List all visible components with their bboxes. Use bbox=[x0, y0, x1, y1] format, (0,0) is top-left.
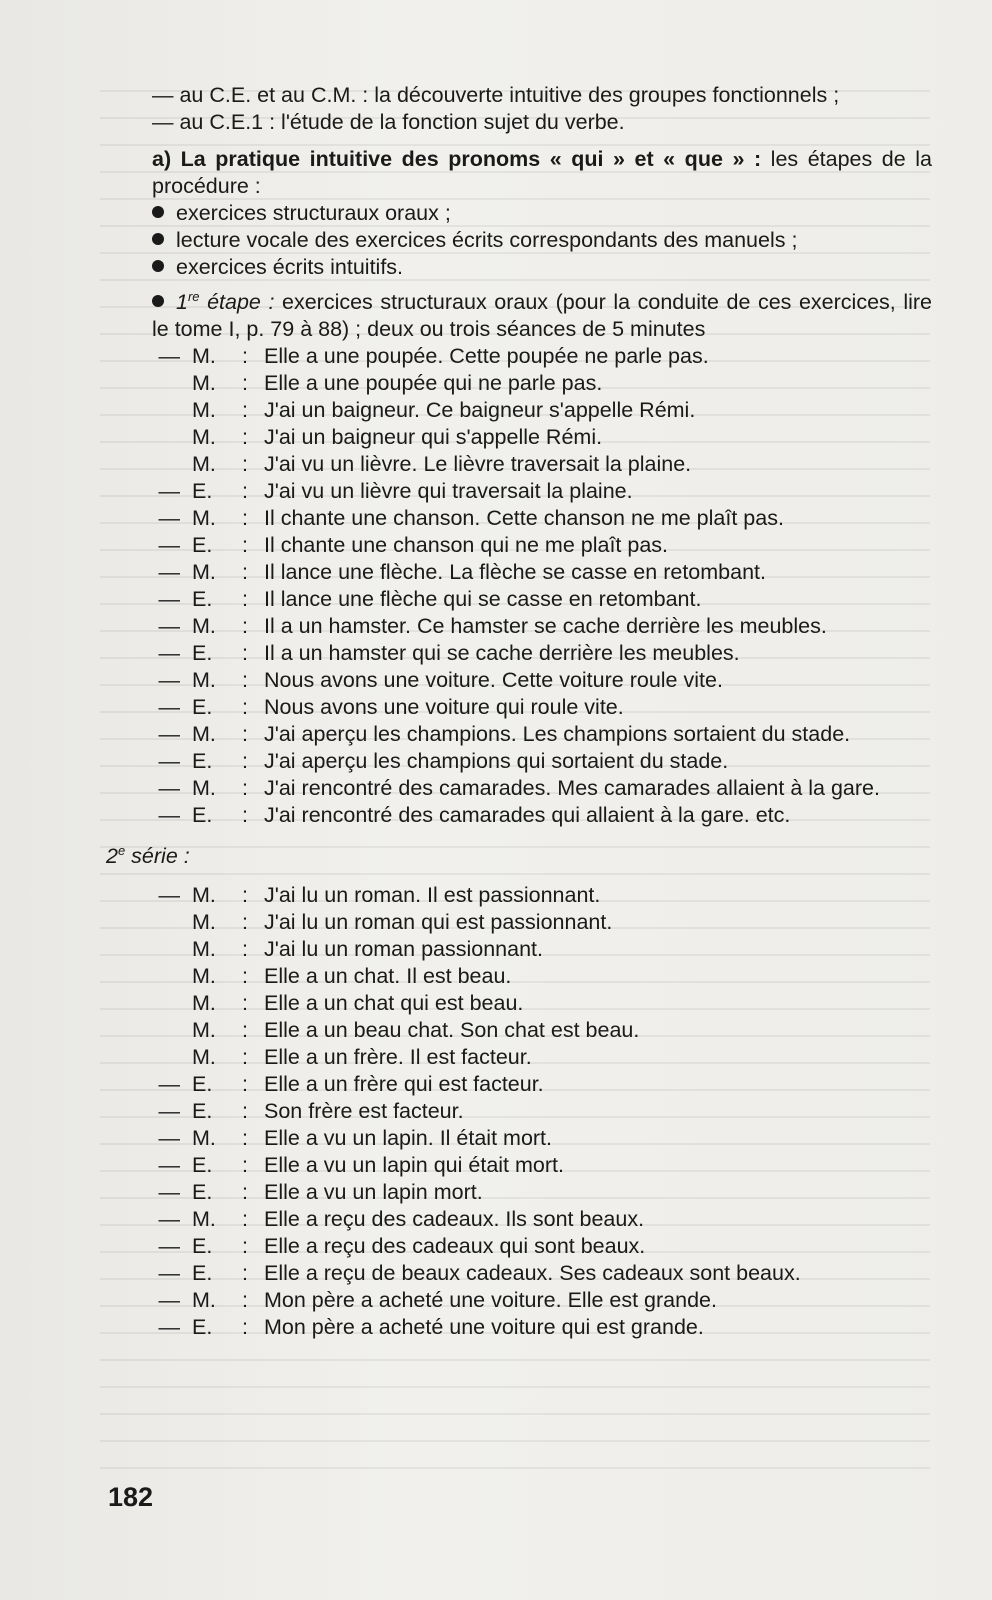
speaker-label: M. bbox=[192, 506, 216, 530]
dialogue-line bbox=[106, 1179, 932, 1206]
colon-separator: : bbox=[242, 1288, 248, 1312]
dash-marker: — bbox=[158, 560, 180, 584]
dash-marker: — bbox=[158, 614, 180, 638]
dialogue-line bbox=[106, 802, 932, 829]
dialogue-line bbox=[106, 721, 932, 748]
dialogue-text: J'ai aperçu les champions. Les champions sortaient du stade. bbox=[264, 722, 851, 746]
dialogue-line bbox=[106, 1098, 932, 1125]
dialogue-line bbox=[106, 909, 932, 936]
speaker-label: E. bbox=[192, 641, 213, 665]
page-number: 182 bbox=[108, 1482, 154, 1512]
dialogue-list-1 bbox=[106, 343, 932, 829]
bullet-icon bbox=[152, 206, 164, 218]
dialogue-line bbox=[106, 1017, 932, 1044]
dialogue-text: Elle a un frère. Il est facteur. bbox=[264, 1045, 532, 1069]
dialogue-text: Elle a vu un lapin mort. bbox=[264, 1180, 483, 1204]
dialogue-text: Il chante une chanson. Cette chanson ne me plaît pas. bbox=[264, 506, 784, 530]
colon-separator: : bbox=[242, 1234, 248, 1258]
dialogue-text: Mon père a acheté une voiture qui est grande. bbox=[264, 1315, 704, 1339]
dash-marker: — bbox=[158, 344, 180, 368]
colon-separator: : bbox=[242, 803, 248, 827]
speaker-label: M. bbox=[192, 964, 216, 988]
dialogue-text: J'ai lu un roman qui est passionnant. bbox=[264, 910, 613, 934]
dialogue-line bbox=[106, 882, 932, 909]
dash-marker: — bbox=[158, 587, 180, 611]
speaker-label: E. bbox=[192, 1234, 213, 1258]
colon-separator: : bbox=[242, 910, 248, 934]
speaker-label: M. bbox=[192, 398, 216, 422]
speaker-label: M. bbox=[192, 560, 216, 584]
colon-separator: : bbox=[242, 587, 248, 611]
dialogue-text: Elle a un chat. Il est beau. bbox=[264, 964, 512, 988]
dialogue-line bbox=[106, 1044, 932, 1071]
dialogue-text: Il lance une flèche qui se casse en retombant. bbox=[264, 587, 702, 611]
speaker-label: M. bbox=[192, 1045, 216, 1069]
dash-marker: — bbox=[158, 1207, 180, 1231]
dialogue-text: J'ai un baigneur. Ce baigneur s'appelle Rémi. bbox=[264, 398, 696, 422]
etape-1-paragraph bbox=[106, 289, 932, 343]
colon-separator: : bbox=[242, 560, 248, 584]
dialogue-line bbox=[106, 343, 932, 370]
speaker-label: E. bbox=[192, 1261, 213, 1285]
dash-marker: — bbox=[158, 1153, 180, 1177]
dialogue-line bbox=[106, 1071, 932, 1098]
page-content bbox=[106, 82, 932, 1341]
dialogue-line bbox=[106, 640, 932, 667]
speaker-label: E. bbox=[192, 533, 213, 557]
speaker-label: E. bbox=[192, 1180, 213, 1204]
colon-separator: : bbox=[242, 722, 248, 746]
speaker-label: M. bbox=[192, 991, 216, 1015]
dialogue-text: Nous avons une voiture qui roule vite. bbox=[264, 695, 624, 719]
speaker-label: M. bbox=[192, 722, 216, 746]
dash-marker: — bbox=[158, 1072, 180, 1096]
dialogue-text: Elle a reçu des cadeaux qui sont beaux. bbox=[264, 1234, 646, 1258]
dialogue-text: Elle a reçu des cadeaux. Ils sont beaux. bbox=[264, 1207, 645, 1231]
colon-separator: : bbox=[242, 479, 248, 503]
dialogue-line bbox=[106, 1152, 932, 1179]
speaker-label: E. bbox=[192, 1072, 213, 1096]
colon-separator: : bbox=[242, 344, 248, 368]
dialogue-line bbox=[106, 1314, 932, 1341]
dash-marker: — bbox=[158, 695, 180, 719]
dash-marker: — bbox=[158, 1234, 180, 1258]
colon-separator: : bbox=[242, 1153, 248, 1177]
dash-marker: — bbox=[158, 533, 180, 557]
colon-separator: : bbox=[242, 883, 248, 907]
dialogue-line bbox=[106, 370, 932, 397]
dash-marker: — bbox=[158, 803, 180, 827]
dialogue-line bbox=[106, 613, 932, 640]
dialogue-line bbox=[106, 478, 932, 505]
colon-separator: : bbox=[242, 1315, 248, 1339]
dialogue-line bbox=[106, 505, 932, 532]
dialogue-text: J'ai lu un roman. Il est passionnant. bbox=[264, 883, 601, 907]
dash-marker: — bbox=[158, 883, 180, 907]
dialogue-line bbox=[106, 424, 932, 451]
dialogue-line bbox=[106, 963, 932, 990]
dialogue-line bbox=[106, 1233, 932, 1260]
dialogue-text: Elle a un chat qui est beau. bbox=[264, 991, 524, 1015]
section-a-heading-rest: les étapes de la procédure : bbox=[152, 147, 932, 198]
dialogue-text: J'ai vu un lièvre qui traversait la plaine. bbox=[264, 479, 633, 503]
dialogue-text: Elle a vu un lapin qui était mort. bbox=[264, 1153, 564, 1177]
etape-1-text: exercices structuraux oraux (pour la conduite de ces exercices, lire le tome I, p. 79 à 88) ; deux ou trois séances de 5 minutes bbox=[152, 290, 932, 341]
dialogue-text: Elle a un frère qui est facteur. bbox=[264, 1072, 544, 1096]
speaker-label: E. bbox=[192, 1099, 213, 1123]
bullet-icon bbox=[152, 260, 164, 272]
colon-separator: : bbox=[242, 614, 248, 638]
colon-separator: : bbox=[242, 776, 248, 800]
colon-separator: : bbox=[242, 1126, 248, 1150]
speaker-label: M. bbox=[192, 1207, 216, 1231]
dialogue-text: Elle a un beau chat. Son chat est beau. bbox=[264, 1018, 640, 1042]
speaker-label: E. bbox=[192, 587, 213, 611]
intro-line-1: — au C.E. et au C.M. : la découverte intuitive des groupes fonctionnels ; bbox=[152, 83, 840, 107]
dash-marker: — bbox=[158, 668, 180, 692]
speaker-label: M. bbox=[192, 1126, 216, 1150]
dialogue-text: Elle a reçu de beaux cadeaux. Ses cadeaux sont beaux. bbox=[264, 1261, 801, 1285]
dialogue-line bbox=[106, 559, 932, 586]
section-a-title: a) La pratique intuitive des pronoms « qui » et « que » : bbox=[152, 147, 762, 171]
dash-marker: — bbox=[158, 1315, 180, 1339]
dash-marker: — bbox=[158, 776, 180, 800]
speaker-label: M. bbox=[192, 344, 216, 368]
speaker-label: M. bbox=[192, 776, 216, 800]
bullet-icon bbox=[152, 295, 164, 307]
dash-marker: — bbox=[158, 506, 180, 530]
colon-separator: : bbox=[242, 695, 248, 719]
speaker-label: M. bbox=[192, 910, 216, 934]
dash-marker: — bbox=[158, 479, 180, 503]
speaker-label: E. bbox=[192, 1315, 213, 1339]
speaker-label: E. bbox=[192, 1153, 213, 1177]
dialogue-text: J'ai aperçu les champions qui sortaient du stade. bbox=[264, 749, 729, 773]
list-item: lecture vocale des exercices écrits correspondants des manuels ; bbox=[106, 227, 932, 254]
dialogue-line bbox=[106, 586, 932, 613]
dialogue-line bbox=[106, 748, 932, 775]
colon-separator: : bbox=[242, 1018, 248, 1042]
colon-separator: : bbox=[242, 452, 248, 476]
dialogue-list-2 bbox=[106, 882, 932, 1341]
dialogue-text: J'ai vu un lièvre. Le lièvre traversait la plaine. bbox=[264, 452, 692, 476]
colon-separator: : bbox=[242, 533, 248, 557]
dialogue-line bbox=[106, 1260, 932, 1287]
colon-separator: : bbox=[242, 964, 248, 988]
list-item: exercices structuraux oraux ; bbox=[106, 200, 932, 227]
dialogue-line bbox=[106, 990, 932, 1017]
bullet-icon bbox=[152, 233, 164, 245]
colon-separator: : bbox=[242, 425, 248, 449]
dialogue-line bbox=[106, 1287, 932, 1314]
dialogue-line bbox=[106, 451, 932, 478]
colon-separator: : bbox=[242, 1099, 248, 1123]
colon-separator: : bbox=[242, 668, 248, 692]
intro-line-2: — au C.E.1 : l'étude de la fonction sujet du verbe. bbox=[152, 110, 625, 134]
speaker-label: M. bbox=[192, 937, 216, 961]
speaker-label: M. bbox=[192, 1018, 216, 1042]
speaker-label: M. bbox=[192, 425, 216, 449]
colon-separator: : bbox=[242, 1180, 248, 1204]
dialogue-line bbox=[106, 1206, 932, 1233]
dialogue-text: Il lance une flèche. La flèche se casse en retombant. bbox=[264, 560, 766, 584]
dialogue-text: Elle a une poupée qui ne parle pas. bbox=[264, 371, 603, 395]
colon-separator: : bbox=[242, 1207, 248, 1231]
dash-marker: — bbox=[158, 641, 180, 665]
colon-separator: : bbox=[242, 1261, 248, 1285]
dialogue-text: J'ai un baigneur qui s'appelle Rémi. bbox=[264, 425, 603, 449]
dialogue-text: Elle a une poupée. Cette poupée ne parle pas. bbox=[264, 344, 709, 368]
dialogue-text: Il chante une chanson qui ne me plaît pas. bbox=[264, 533, 668, 557]
dash-marker: — bbox=[158, 1180, 180, 1204]
dialogue-text: Il a un hamster. Ce hamster se cache derrière les meubles. bbox=[264, 614, 827, 638]
colon-separator: : bbox=[242, 749, 248, 773]
speaker-label: E. bbox=[192, 695, 213, 719]
dash-marker: — bbox=[158, 1126, 180, 1150]
dialogue-text: Elle a vu un lapin. Il était mort. bbox=[264, 1126, 553, 1150]
colon-separator: : bbox=[242, 371, 248, 395]
speaker-label: E. bbox=[192, 749, 213, 773]
colon-separator: : bbox=[242, 506, 248, 530]
speaker-label: M. bbox=[192, 452, 216, 476]
etape-1-label: 1re étape : bbox=[176, 288, 275, 314]
dialogue-text: Il a un hamster qui se cache derrière les meubles. bbox=[264, 641, 740, 665]
dash-marker: — bbox=[158, 722, 180, 746]
speaker-label: M. bbox=[192, 1288, 216, 1312]
dialogue-text: Mon père a acheté une voiture. Elle est grande. bbox=[264, 1288, 717, 1312]
colon-separator: : bbox=[242, 641, 248, 665]
speaker-label: E. bbox=[192, 479, 213, 503]
speaker-label: M. bbox=[192, 614, 216, 638]
speaker-label: M. bbox=[192, 371, 216, 395]
colon-separator: : bbox=[242, 937, 248, 961]
speaker-label: M. bbox=[192, 668, 216, 692]
section-a-heading bbox=[106, 146, 932, 200]
speaker-label: M. bbox=[192, 883, 216, 907]
dialogue-text: J'ai rencontré des camarades qui allaient à la gare. etc. bbox=[264, 803, 791, 827]
serie-2-label: 2e série : bbox=[106, 842, 190, 868]
dialogue-line bbox=[106, 694, 932, 721]
colon-separator: : bbox=[242, 1045, 248, 1069]
dialogue-text: J'ai rencontré des camarades. Mes camarades allaient à la gare. bbox=[264, 776, 880, 800]
dialogue-text: Son frère est facteur. bbox=[264, 1099, 464, 1123]
dialogue-line bbox=[106, 775, 932, 802]
colon-separator: : bbox=[242, 1072, 248, 1096]
dash-marker: — bbox=[158, 749, 180, 773]
colon-separator: : bbox=[242, 991, 248, 1015]
colon-separator: : bbox=[242, 398, 248, 422]
dialogue-line bbox=[106, 532, 932, 559]
dash-marker: — bbox=[158, 1288, 180, 1312]
bullet-list bbox=[106, 200, 932, 281]
speaker-label: E. bbox=[192, 803, 213, 827]
list-item: exercices écrits intuitifs. bbox=[106, 254, 932, 281]
dialogue-line bbox=[106, 1125, 932, 1152]
dash-marker: — bbox=[158, 1261, 180, 1285]
dialogue-text: Nous avons une voiture. Cette voiture roule vite. bbox=[264, 668, 723, 692]
dialogue-text: J'ai lu un roman passionnant. bbox=[264, 937, 543, 961]
dialogue-line bbox=[106, 667, 932, 694]
dialogue-line bbox=[106, 397, 932, 424]
dialogue-line bbox=[106, 936, 932, 963]
dash-marker: — bbox=[158, 1099, 180, 1123]
